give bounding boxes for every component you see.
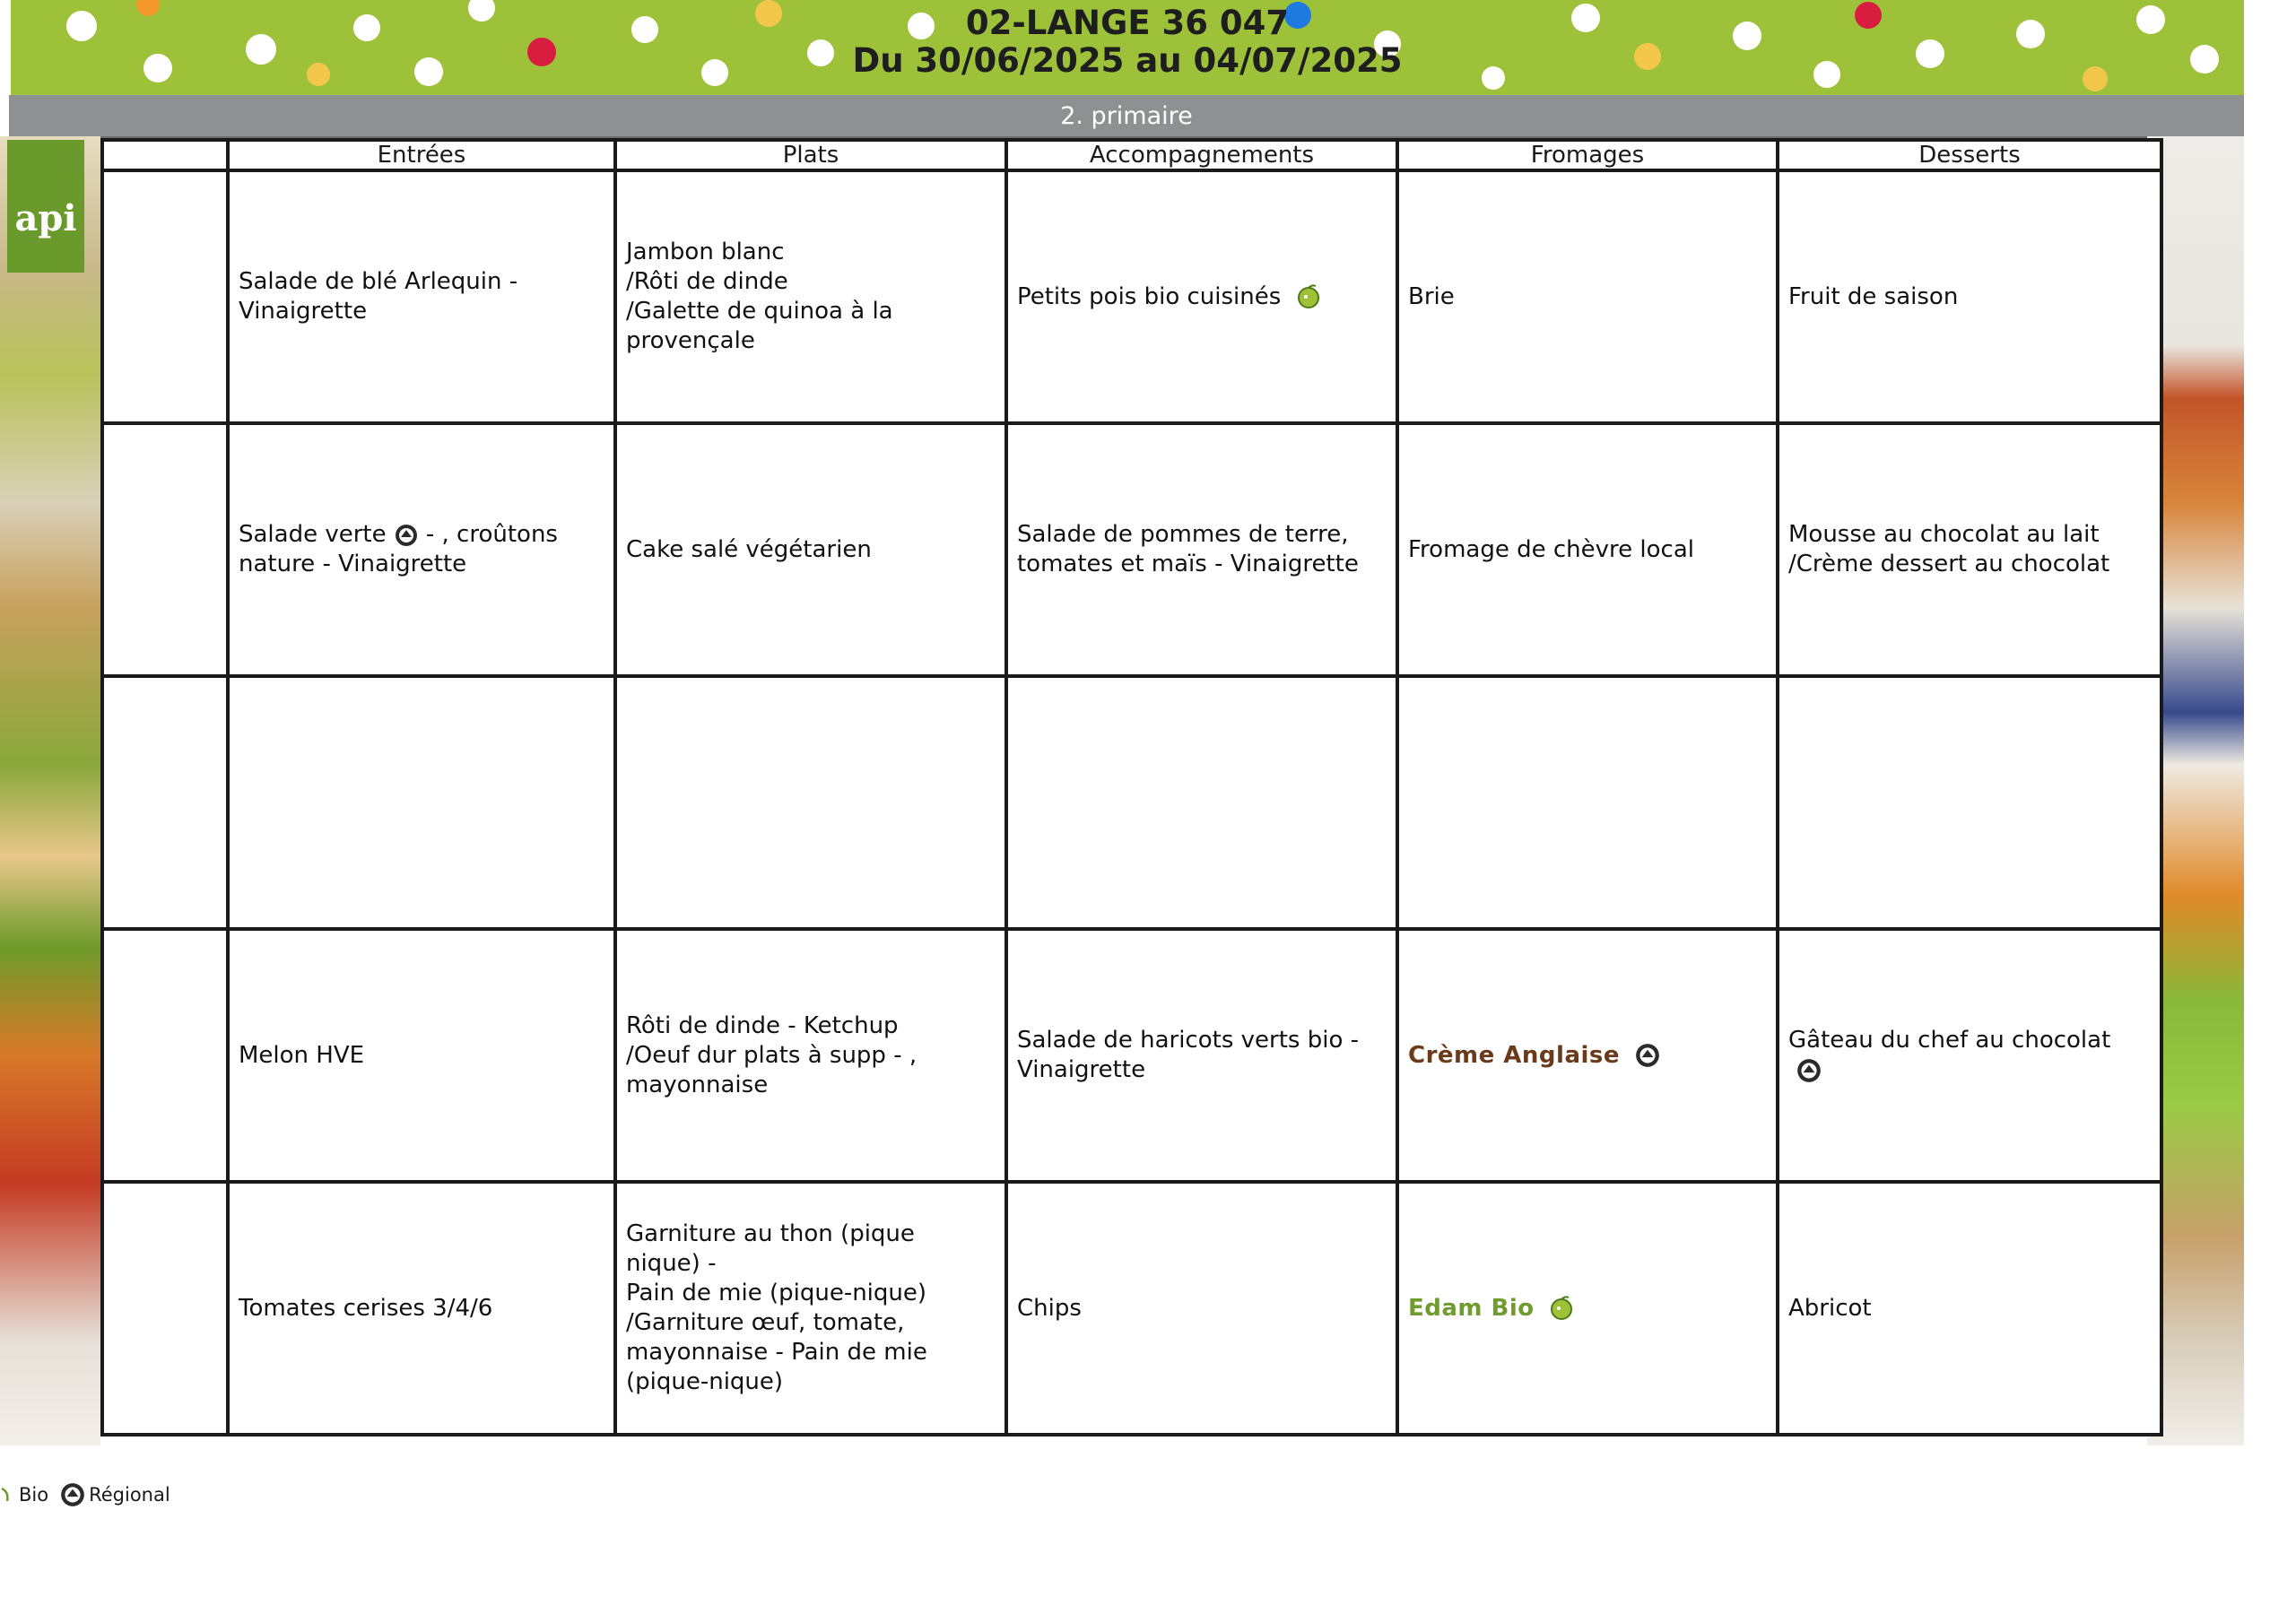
cell-fromages: Fromage de chèvre local xyxy=(1397,423,1778,676)
day-label-jeudi: jeudi xyxy=(102,929,228,1182)
legend-label-regional: Régional xyxy=(89,1484,170,1506)
api-logo: api xyxy=(7,140,84,273)
column-header-entrees: Entrées xyxy=(228,140,615,170)
cell-desserts xyxy=(1778,676,2161,929)
apple-bio-icon xyxy=(1549,1296,1574,1321)
header-row xyxy=(102,140,2161,170)
cell-entrees: Tomates cerises 3/4/6 xyxy=(228,1182,615,1435)
cell-accompagnements: Petits pois bio cuisinés xyxy=(1006,170,1397,423)
table-row xyxy=(102,1182,2161,1435)
regional-icon xyxy=(59,1481,86,1508)
legend xyxy=(0,1481,178,1508)
column-header-accompagnements: Accompagnements xyxy=(1006,140,1397,170)
cell-entrees: Salade de blé Arlequin - Vinaigrette xyxy=(228,170,615,423)
cell-fromages: Brie xyxy=(1397,170,1778,423)
header-banner xyxy=(11,0,2244,95)
cell-entrees: Salade verte - , croûtons nature - Vinaigrette xyxy=(228,423,615,676)
day-label-mardi: mardi xyxy=(102,423,228,676)
table-row xyxy=(102,423,2161,676)
regional-icon xyxy=(394,523,419,548)
cell-accompagnements: Salade de pommes de terre, tomates et maïs - Vinaigrette xyxy=(1006,423,1397,676)
cell-desserts: Abricot xyxy=(1778,1182,2161,1435)
apple-bio-icon xyxy=(1296,284,1321,309)
date-range: Du 30/06/2025 au 04/07/2025 xyxy=(852,41,1403,80)
cell-fromages: Crème Anglaise xyxy=(1397,929,1778,1182)
cell-entrees xyxy=(228,676,615,929)
cell-fromages xyxy=(1397,676,1778,929)
cell-entrees: Melon HVE xyxy=(228,929,615,1182)
cell-accompagnements xyxy=(1006,676,1397,929)
day-label-lundi: lundi xyxy=(102,170,228,423)
column-header-fromages: Fromages xyxy=(1397,140,1778,170)
column-header-desserts: Desserts xyxy=(1778,140,2161,170)
left-food-illustration xyxy=(0,136,100,1445)
corner-cell xyxy=(102,140,228,170)
cell-plats: Rôti de dinde - Ketchup /Oeuf dur plats à supp - , mayonnaise xyxy=(615,929,1006,1182)
section-subtitle: 2. primaire xyxy=(9,95,2244,140)
cell-plats: Garniture au thon (pique nique) - Pain de mie (pique-nique) /Garniture œuf, tomate, mayonnaise - Pain de mie (pique-nique) xyxy=(615,1182,1006,1435)
cell-desserts: Gâteau du chef au chocolat xyxy=(1778,929,2161,1182)
cell-desserts: Mousse au chocolat au lait /Crème dessert au chocolat xyxy=(1778,423,2161,676)
column-header-plats: Plats xyxy=(615,140,1006,170)
cell-plats xyxy=(615,676,1006,929)
day-label-vendredi: vendredi xyxy=(102,1182,228,1435)
cell-desserts: Fruit de saison xyxy=(1778,170,2161,423)
table-row xyxy=(102,170,2161,423)
table-row xyxy=(102,676,2161,929)
cell-plats: Jambon blanc /Rôti de dinde /Galette de quinoa à la provençale xyxy=(615,170,1006,423)
cell-accompagnements: Salade de haricots verts bio - Vinaigrette xyxy=(1006,929,1397,1182)
legend-label-bio: Bio xyxy=(19,1484,49,1506)
cell-accompagnements: Chips xyxy=(1006,1182,1397,1435)
apple-bio-icon xyxy=(0,1485,16,1505)
cell-fromages: Edam Bio xyxy=(1397,1182,1778,1435)
regional-icon xyxy=(1634,1042,1661,1069)
cell-plats: Cake salé végétarien xyxy=(615,423,1006,676)
legend-item-bio xyxy=(0,1484,48,1506)
page-title: 02-LANGE 36 047 xyxy=(965,4,1290,42)
menu-table xyxy=(100,138,2163,1436)
day-label-mercredi: mercredi xyxy=(102,676,228,929)
table-row xyxy=(102,929,2161,1182)
legend-item-regional xyxy=(59,1481,170,1508)
regional-icon xyxy=(1796,1057,1822,1084)
